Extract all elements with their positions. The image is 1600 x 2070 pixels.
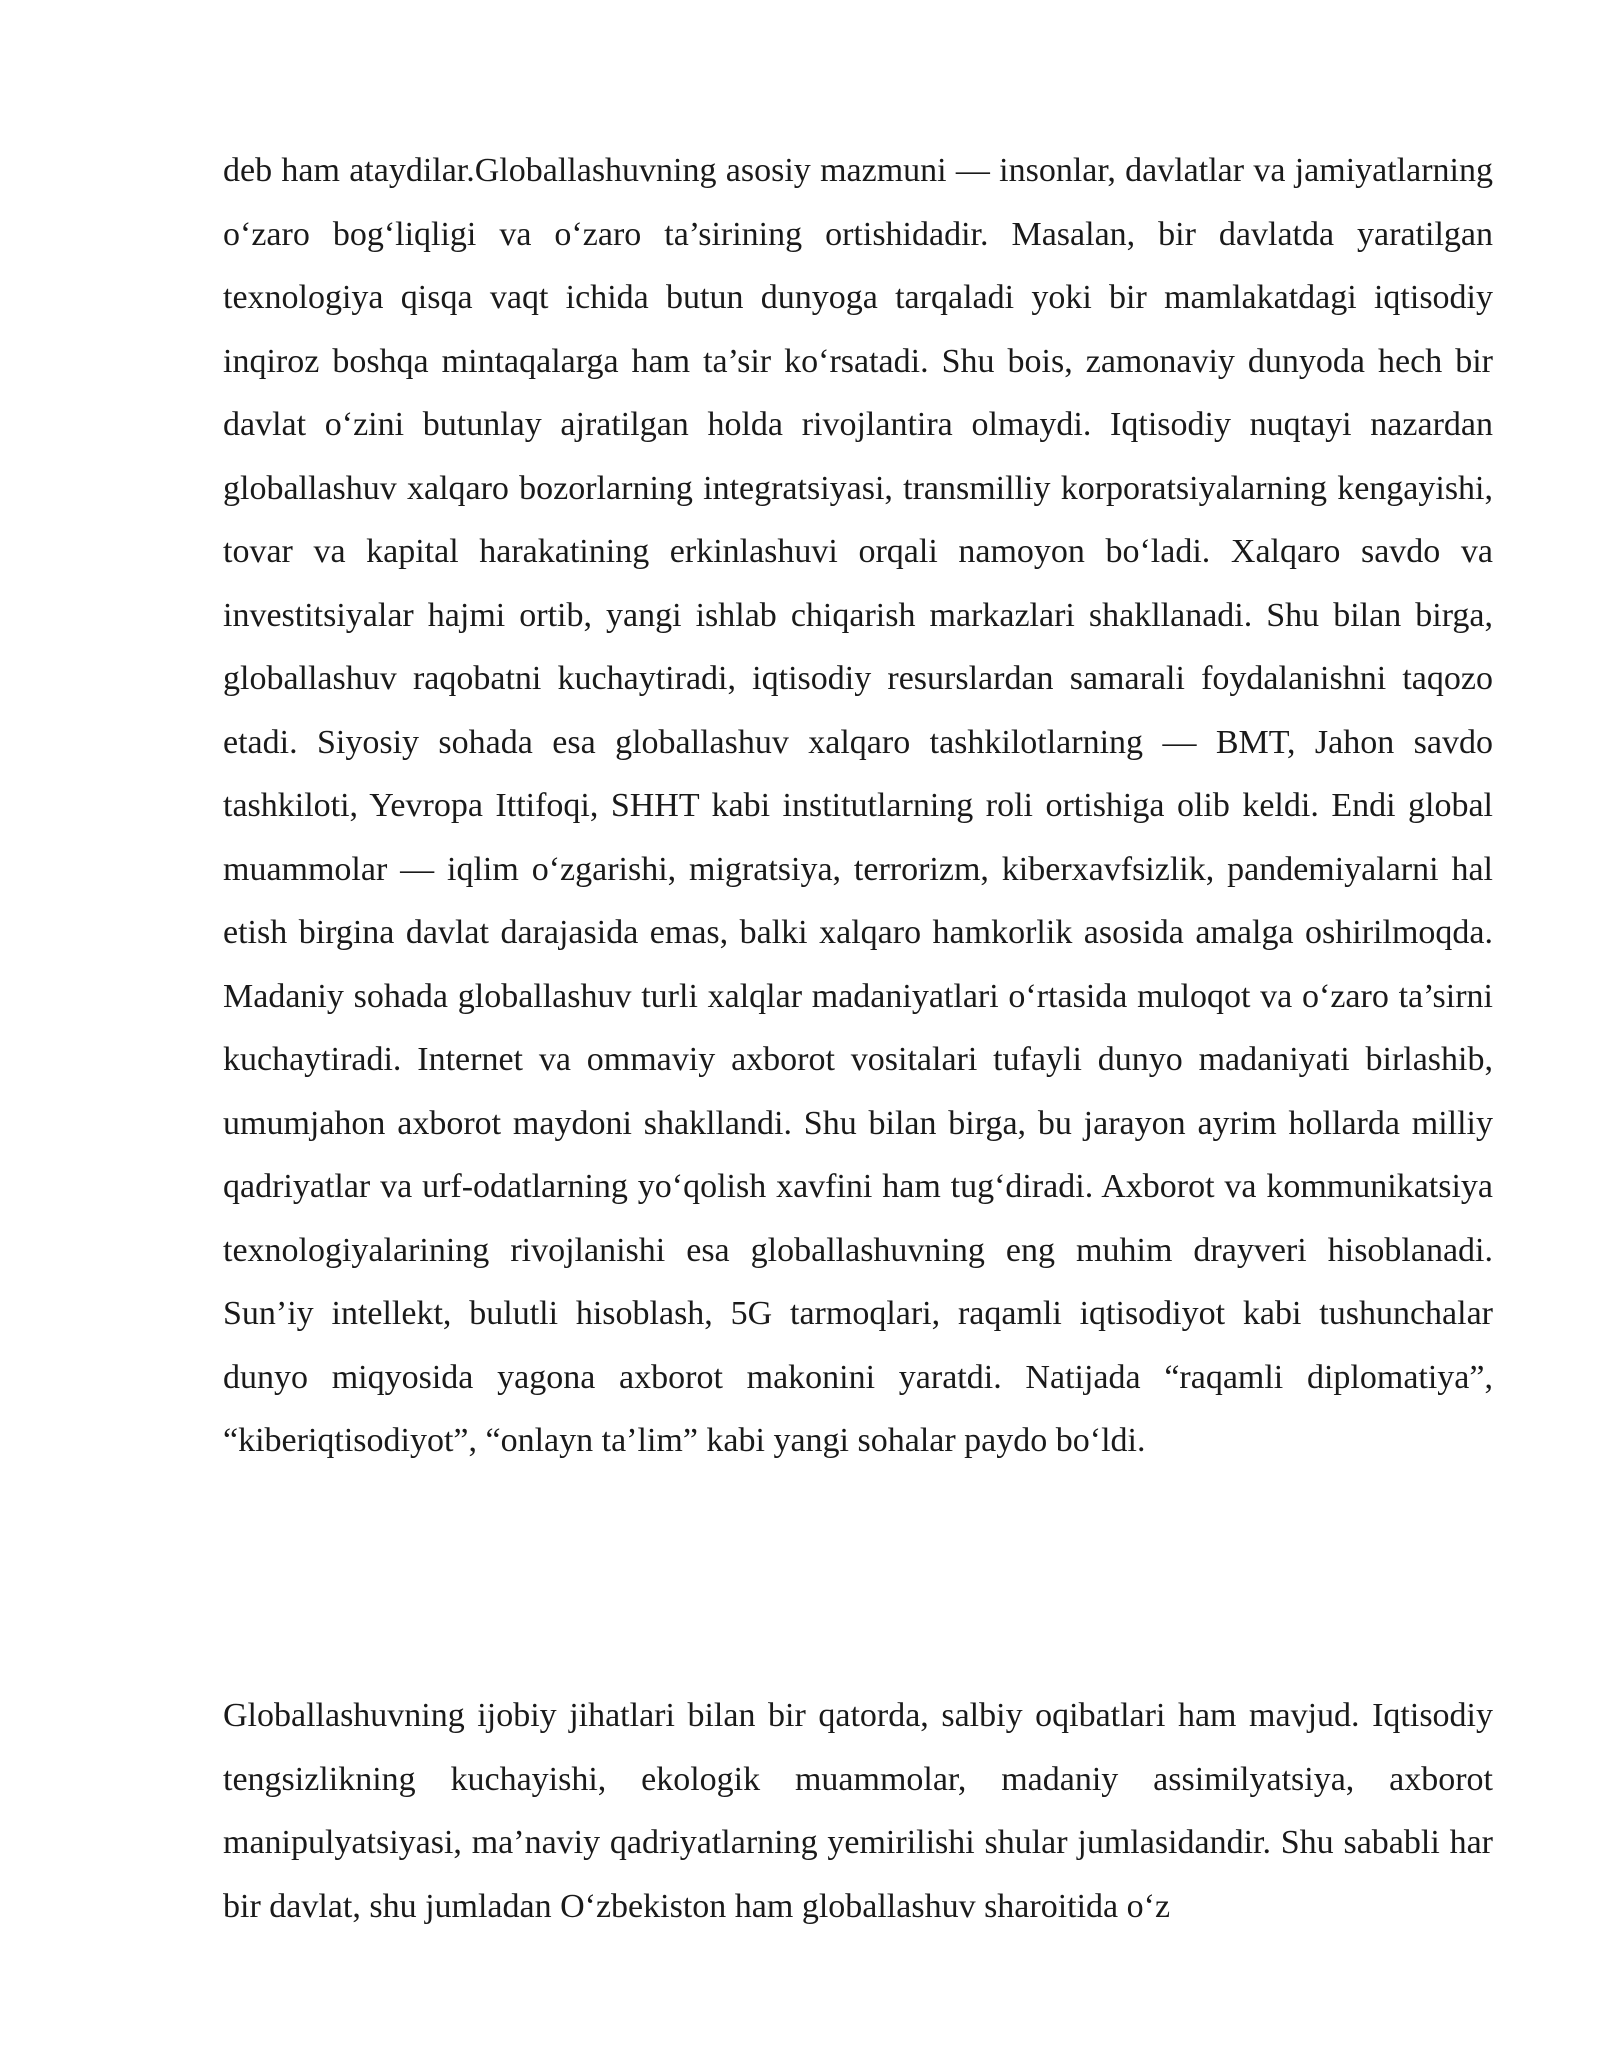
body-paragraph: deb ham ataydilar.Globallashuvning asosiy mazmuni — insonlar, davlatlar va jamiyatlarning o‘zaro bog‘liqligi va o‘zaro ta’sirining ortishidadir. Masalan, bir davlatda yaratilgan texnologiya qisqa vaqt ichida butun dunyoga tarqaladi yoki bir mamlakatdagi iqtisodiy inqiroz boshqa mintaqalarga ham ta’sir ko‘rsatadi. Shu bois, zamonaviy dunyoda hech bir davlat o‘zini butunlay ajratilgan holda rivojlantira olmaydi. Iqtisodiy nuqtayi nazardan globallashuv xalqaro bozorlarning integratsiyasi, transmilliy korporatsiyalarning kengayishi, tovar va kapital harakatining erkinlashuvi orqali namoyon bo‘ladi. Xalqaro savdo va investitsiyalar hajmi ortib, yangi ishlab chiqarish markazlari shakllanadi. Shu bilan birga, globallashuv raqobatni kuchaytiradi, iqtisodiy resurslardan samarali foydalanishni taqozo etadi. Siyosiy sohada esa globallashuv xalqaro tashkilotlarning — BMT, Jahon savdo tashkiloti, Yevropa Ittifoqi, SHHT kabi institutlarning roli ortishiga olib keldi. Endi global muammolar — iqlim o‘zgarishi, migratsiya, terrorizm, kiberxavfsizlik, pandemiyalarni hal etish birgina davlat darajasida emas, balki xalqaro hamkorlik asosida amalga oshirilmoqda. Madaniy sohada globallashuv turli xalqlar madaniyatlari o‘rtasida muloqot va o‘zaro ta’sirni kuchaytiradi. Internet va ommaviy axborot vositalari tufayli dunyo madaniyati birlashib, umumjahon axborot maydoni shakllandi. Shu bilan birga, bu jarayon ayrim hollarda milliy qadriyatlar va urf-odatlarning yo‘qolish xavfini ham tug‘diradi. Axborot va kommunikatsiya texnologiyalarining rivojlanishi esa globallashuvning eng muhim drayveri hisoblanadi. Sun’iy intellekt, bulutli hisoblash, 5G tarmoqlari, raqamli iqtisodiyot kabi tushunchalar dunyo miqyosida yagona axborot makonini yaratdi. Natijada “raqamli diplomatiya”, “kiberiqtisodiyot”, “onlayn ta’lim” kabi yangi sohalar paydo bo‘ldi. (223, 152, 1493, 1459)
body-paragraph: Globallashuvning ijobiy jihatlari bilan bir qatorda, salbiy oqibatlari ham mavjud. Iqtisodiy tengsizlikning kuchayishi, ekologik muammolar, madaniy assimilyatsiya, axborot manipulyatsiyasi, ma’naviy qadriyatlarning yemirilishi shular jumlasidandir. Shu sababli har bir davlat, shu jumladan O‘zbekiston ham globallashuv sharoitida o‘z (223, 1697, 1493, 1925)
